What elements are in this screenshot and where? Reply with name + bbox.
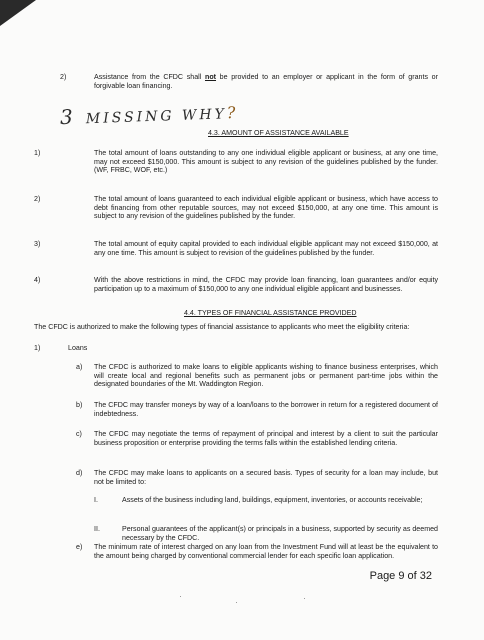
paragraph-authorized-loans: The CFDC is authorized to make loans to eligible applicants wishing to finance business enterprises, which will create local and regional benefits such as permanent jobs or permanent part-time jobs within the designated boundaries of the Mt. Waddington Region.	[94, 363, 438, 389]
handwritten-annotation	[60, 99, 239, 129]
section-heading-4-4: 4.4. TYPES OF FINANCIAL ASSISTANCE PROVIDED	[184, 309, 357, 317]
emphasis-not: not	[204, 73, 217, 81]
list-number: 2)	[34, 195, 41, 203]
section-heading-4-3: 4.3. AMOUNT OF ASSISTANCE AVAILABLE	[208, 129, 349, 137]
list-roman: II.	[94, 525, 100, 533]
paragraph-grants	[94, 73, 438, 90]
paragraph-loans-guaranteed: The total amount of loans guaranteed to each individual eligible applicant or business, which have access to debt financing from other reputable sources, may not exceed $150,000, at any one time. This amount is subject to any revision of the guidelines published by the funder.	[94, 195, 438, 221]
paragraph-loans-outstanding: The total amount of loans outstanding to any one individual eligible applicant or business, at any one time, may not exceed $150,000. This amount is subject to any revision of the guidelines published by the funder. (WF, FRBC, WOF, etc.)	[94, 149, 438, 175]
scan-speck	[304, 598, 305, 599]
list-number: 2)	[60, 73, 67, 81]
list-letter: d)	[76, 469, 83, 477]
list-letter: c)	[76, 430, 82, 438]
list-roman: I.	[94, 496, 98, 504]
paragraph-text: be provided to an employer or applicant in the form of grants or forgivable loan financing.	[94, 73, 438, 90]
paragraph-secured-basis: The CFDC may make loans to applicants on a secured basis. Types of security for a loan may include, but not be limited to:	[94, 469, 438, 486]
list-letter: a)	[76, 363, 83, 371]
paragraph-intro: The CFDC is authorized to make the following types of financial assistance to applicants who meet the eligibility criteria:	[34, 323, 410, 331]
list-number: 1)	[34, 344, 41, 352]
list-letter: b)	[76, 401, 83, 409]
paragraph-minimum-rate: The minimum rate of interest charged on any loan from the Investment Fund will at least be the equivalent to the amount being charged by conventional commercial lender for each specific loan application.	[94, 543, 438, 560]
loans-label: Loans	[68, 344, 88, 352]
scan-corner-shadow	[0, 0, 36, 26]
list-letter: e)	[76, 543, 83, 551]
handwritten-question-mark: ?	[226, 102, 239, 123]
scan-speck	[180, 596, 181, 597]
list-number: 1)	[34, 149, 41, 157]
list-number: 3)	[34, 240, 41, 248]
paragraph-assets: Assets of the business including land, buildings, equipment, inventories, or accounts receivable;	[122, 496, 423, 504]
scan-speck	[236, 602, 237, 603]
paragraph-text: Assistance from the CFDC shall	[94, 73, 205, 81]
handwritten-note: MISSING WHY	[85, 106, 228, 128]
handwritten-margin-number: 3	[59, 104, 77, 130]
list-number: 4)	[34, 276, 41, 284]
paragraph-transfer-moneys: The CFDC may transfer moneys by way of a loan/loans to the borrower in return for a registered document of indebtedness.	[94, 401, 438, 418]
page-number: Page 9 of 32	[369, 570, 432, 582]
paragraph-equity-capital: The total amount of equity capital provided to each individual eligible applicant may not exceed $150,000, at any one time. This amount is subject to revision of the guidelines published by the funder.	[94, 240, 438, 257]
paragraph-restrictions: With the above restrictions in mind, the CFDC may provide loan financing, loan guarantees and/or equity participation up to a maximum of $150,000 to any one individual eligible applicant and businesses.	[94, 276, 438, 293]
paragraph-repayment-terms: The CFDC may negotiate the terms of repayment of principal and interest by a client to suit the particular business proposition or enterprise providing the terms falls within the established lending criteria.	[94, 430, 438, 447]
paragraph-personal-guarantees: Personal guarantees of the applicant(s) or principals in a business, supported by security as deemed necessary by the CFDC.	[122, 525, 438, 542]
